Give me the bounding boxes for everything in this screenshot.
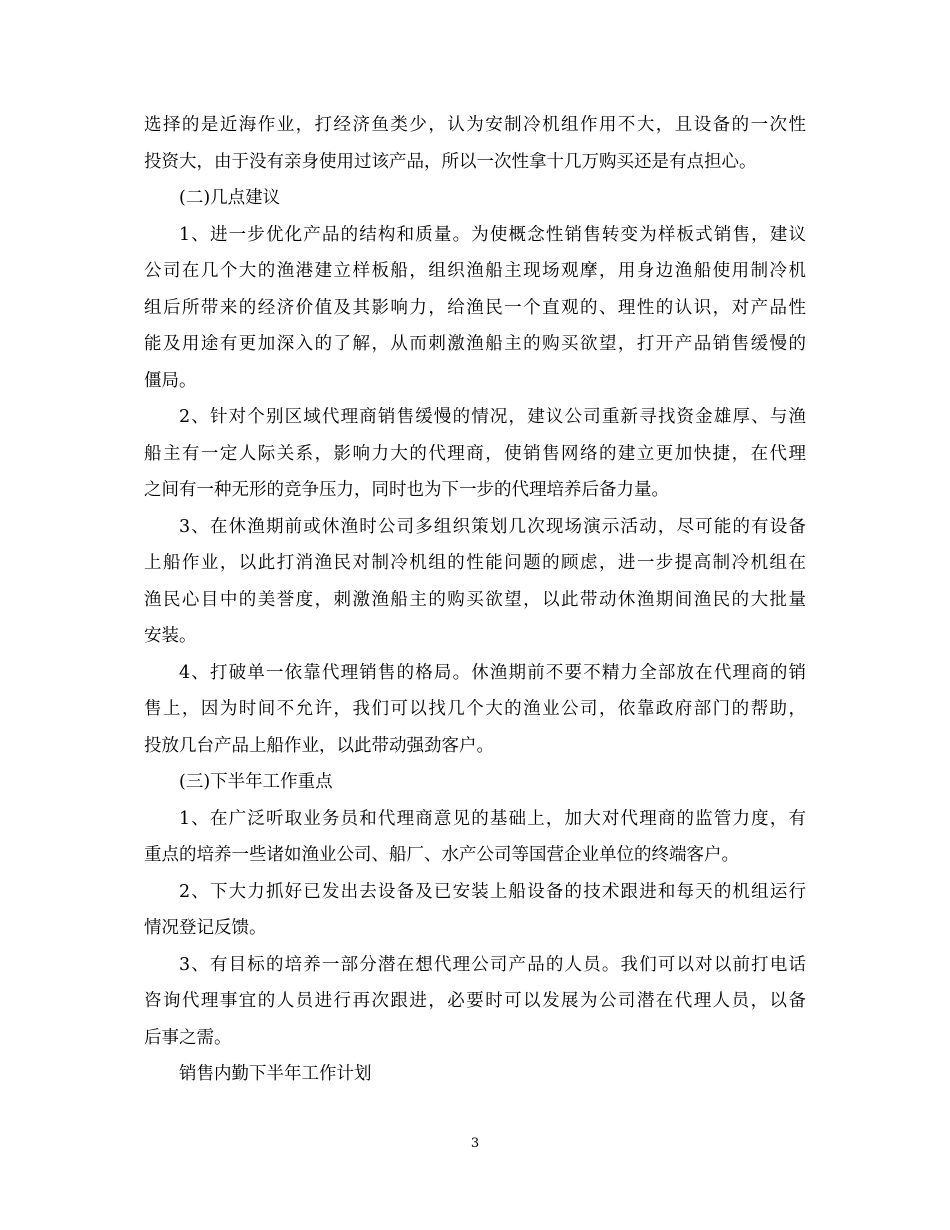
text-line: 投资大，由于没有亲身使用过该产品，所以一次性拿十几万购买还是有点担心。 [144,151,757,172]
text-line: 3、有目标的培养一部分潜在想代理公司产品的人员。我们可以对以前打电话 [179,954,806,975]
text-line: 情况登记反馈。 [144,918,267,938]
page-number: 3 [470,1136,480,1151]
text-line: 售上，因为时间不允许，我们可以找几个大的渔业公司，依靠政府部门的帮助， [144,699,806,719]
text-line: 能及用途有更加深入的了解，从而刺激渔船主的购买欲望，打开产品销售缓慢的 [144,334,806,354]
text-line: 上船作业，以此打消渔民对制冷机组的性能问题的顾虑，进一步提高制冷机组在 [144,553,806,573]
section-heading: (二)几点建议 [179,188,281,208]
text-line: 渔民心目中的美誉度，刺激渔船主的购买欲望，以此带动休渔期间渔民的大批量 [144,589,806,610]
text-line: 2、针对个别区域代理商销售缓慢的情况，建议公司重新寻找资金雄厚、与渔 [179,407,806,427]
text-line: 公司在几个大的渔港建立样板船，组织渔船主现场观摩，用身边渔船使用制冷机 [144,261,806,281]
text-line: 1、进一步优化产品的结构和质量。为使概念性销售转变为样板式销售，建议 [179,224,806,245]
text-line: 1、在广泛听取业务员和代理商意见的基础上，加大对代理商的监管力度，有 [179,808,806,829]
text-line: 2、下大力抓好已发出去设备及已安装上船设备的技术跟进和每天的机组运行 [179,881,806,902]
text-line: 选择的是近海作业，打经济鱼类少，认为安制冷机组作用不大，且设备的一次性 [144,115,806,135]
text-line: 咨询代理事宜的人员进行再次跟进，必要时可以发展为公司潜在代理人员，以备 [144,991,806,1011]
section-heading: (三)下半年工作重点 [179,772,333,792]
text-line: 重点的培养一些诸如渔业公司、船厂、水产公司等国营企业单位的终端客户。 [144,845,739,865]
text-line: 3、在休渔期前或休渔时公司多组织策划几次现场演示活动，尽可能的有设备 [179,516,806,537]
text-line: 组后所带来的经济价值及其影响力，给渔民一个直观的、理性的认识，对产品性 [144,297,806,318]
text-line: 僵局。 [144,370,197,391]
section-heading: 销售内勤下半年工作计划 [179,1064,372,1084]
text-line: 后事之需。 [144,1027,232,1048]
text-line: 4、打破单一依靠代理销售的格局。休渔期前不要不精力全部放在代理商的销 [179,662,806,683]
text-line: 投放几台产品上船作业，以此带动强劲客户。 [144,735,494,756]
text-line: 船主有一定人际关系，影响力大的代理商，使销售网络的建立更加快捷，在代理 [144,443,806,464]
text-line: 安装。 [144,626,197,646]
text-line: 之间有一种无形的竞争压力，同时也为下一步的代理培养后备力量。 [144,480,669,500]
